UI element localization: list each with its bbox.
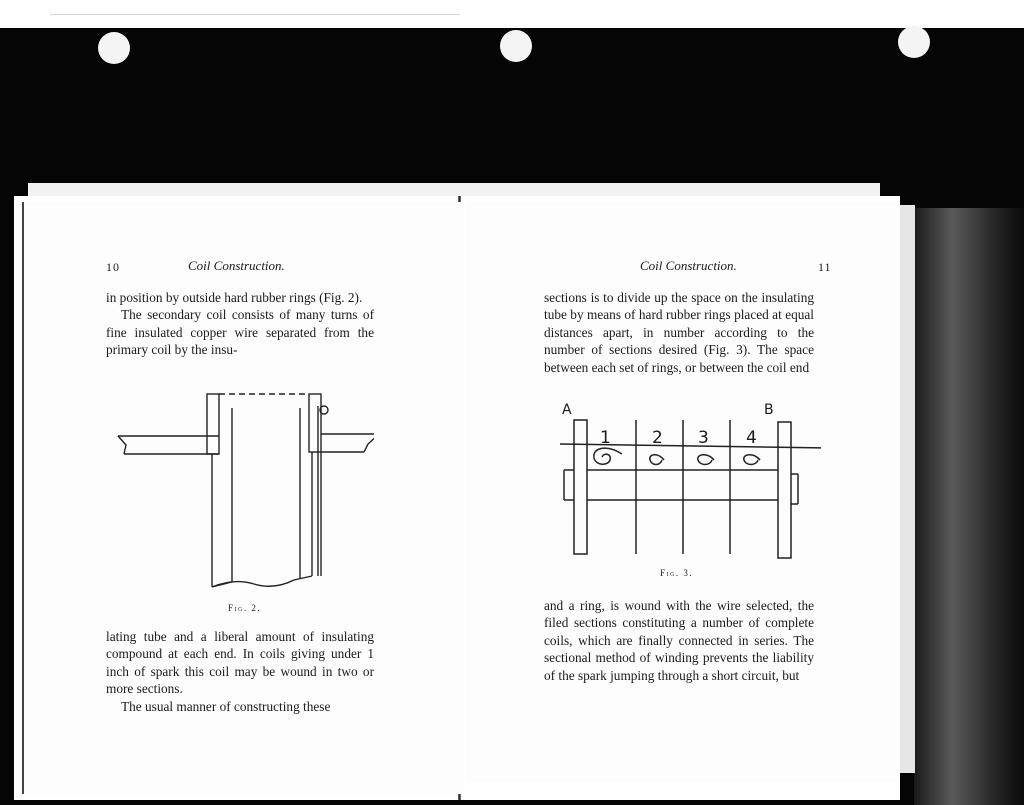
running-head: Coil Construction. (188, 258, 285, 273)
section-label-3: 3 (698, 428, 709, 448)
body-text-bottom (544, 597, 814, 684)
open-book (14, 196, 900, 800)
left-page (22, 202, 464, 794)
paragraph: lating tube and a liberal amount of insulating compound at each end. In coils giving under 1 inch of spark this coil may be wound in two or more sections. (106, 629, 374, 697)
paragraph: and a ring, is wound with the wire selected, the filed sections constituting a number of complete coils, which are finally connected in series. The sectional method of winding prevents the liability of the spark jumping through a short circuit, but (544, 598, 814, 683)
binder-hole-center (500, 30, 532, 62)
figure-caption: Fig. 3. (660, 568, 694, 578)
binder-hole-right (898, 26, 930, 58)
body-text-bottom (106, 628, 374, 715)
section-label-4: 4 (746, 428, 757, 448)
paragraph: The secondary coil consists of many turns of fine insulated copper wire separated from the primary coil by the insu- (106, 307, 374, 358)
paragraph: The usual manner of constructing these (121, 698, 331, 714)
body-text-top (544, 289, 814, 376)
figure-caption: Fig. 2. (228, 603, 262, 613)
binder-hole-left (98, 32, 130, 64)
paragraph: in position by outside hard rubber rings (Fig. 2). (106, 290, 363, 305)
figure-2-tube-diagram (114, 390, 374, 590)
right-page (466, 202, 896, 782)
section-label-2: 2 (652, 428, 663, 448)
scan-edge-line (50, 14, 460, 15)
page-number: 10 (106, 260, 120, 274)
section-label-1: 1 (600, 428, 611, 448)
running-head: Coil Construction. (640, 258, 737, 273)
body-text-top (106, 289, 374, 359)
figure-label-a: A (562, 402, 572, 418)
page-number: 11 (818, 260, 832, 274)
figure-3-sectional-coil-diagram (546, 414, 821, 564)
figure-label-b: B (764, 402, 774, 418)
paragraph: sections is to divide up the space on the insulating tube by means of hard rubber rings placed at equal distances apart, in number according to the number of sections desired (Fig. 3). The space between each set of rings, or between the coil end (544, 290, 814, 375)
